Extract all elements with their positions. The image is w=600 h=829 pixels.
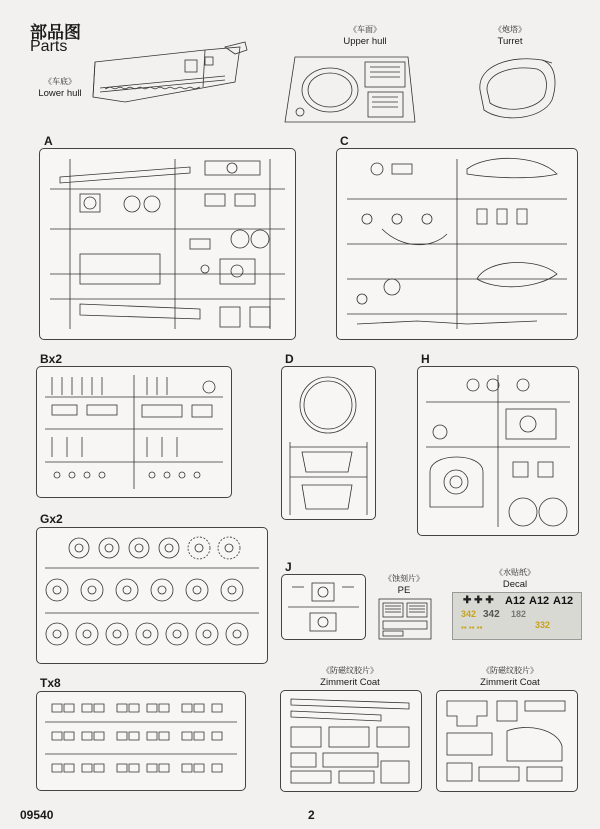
caption-upper-hull xyxy=(325,24,405,48)
turret-drawing xyxy=(472,55,557,125)
zimmerit-sheet-1 xyxy=(280,690,422,792)
caption-turret-cn: 《炮塔》 xyxy=(494,25,526,34)
sprue-c xyxy=(336,148,578,340)
section-label-a: A xyxy=(44,134,53,148)
decal-number-1: 342 xyxy=(461,609,477,619)
section-label-d: D xyxy=(285,352,294,366)
section-label-c: C xyxy=(340,134,349,148)
caption-lower-hull-cn: 《车底》 xyxy=(44,77,76,86)
upper-hull-drawing xyxy=(280,52,420,127)
caption-decal-cn: 《水贴纸》 xyxy=(495,568,535,577)
sprue-b xyxy=(36,366,232,498)
caption-lower-hull xyxy=(30,76,90,100)
page-number: 2 xyxy=(308,808,315,822)
caption-zimmerit-1-cn: 《防磁纹胶片》 xyxy=(322,666,378,675)
page-title-en: Parts xyxy=(30,38,68,55)
sprue-a-parts xyxy=(40,149,295,339)
sprue-h-parts xyxy=(418,367,578,535)
decal-sheet xyxy=(452,592,582,640)
decal-a12-1: A12 xyxy=(505,595,526,607)
caption-upper-hull-en: Upper hull xyxy=(343,36,387,47)
caption-turret-en: Turret xyxy=(497,36,523,47)
decal-a12-3: A12 xyxy=(553,595,574,607)
zimmerit-sheet-1-parts xyxy=(281,691,421,791)
section-label-t: Tx8 xyxy=(40,676,61,690)
caption-lower-hull-en: Lower hull xyxy=(38,88,82,99)
sprue-d-parts xyxy=(282,367,375,519)
caption-zimmerit-2-en: Zimmerit Coat xyxy=(480,677,540,688)
sprue-d xyxy=(281,366,376,520)
decal-small-icons: ▪▪ ▪▪ ▪▪ xyxy=(461,623,483,632)
caption-zimmerit-1-en: Zimmerit Coat xyxy=(320,677,380,688)
sprue-g-wheels xyxy=(37,528,267,663)
sprue-c-parts xyxy=(337,149,577,339)
sprue-j-parts xyxy=(282,575,365,639)
sprue-t-track-links xyxy=(37,692,245,790)
caption-zimmerit-1 xyxy=(300,665,400,689)
zimmerit-sheet-2-parts xyxy=(437,691,577,791)
section-label-b: Bx2 xyxy=(40,352,63,366)
page-title-cn: 部品图 xyxy=(30,23,81,42)
section-label-j: J xyxy=(285,560,292,574)
lower-hull-drawing xyxy=(85,42,250,107)
section-label-g: Gx2 xyxy=(40,512,63,526)
caption-upper-hull-cn: 《车面》 xyxy=(349,25,381,34)
decal-number-4: 332 xyxy=(535,620,551,630)
zimmerit-sheet-2 xyxy=(436,690,578,792)
caption-pe xyxy=(375,573,433,597)
caption-pe-en: PE xyxy=(397,585,411,596)
sprue-g xyxy=(36,527,268,664)
caption-pe-cn: 《蚀刻片》 xyxy=(384,574,424,583)
decal-number-2: 342 xyxy=(483,609,500,620)
sprue-t xyxy=(36,691,246,791)
caption-zimmerit-2 xyxy=(460,665,560,689)
caption-decal-en: Decal xyxy=(502,579,528,590)
product-code: 09540 xyxy=(20,808,54,822)
sprue-b-parts xyxy=(37,367,231,497)
decal-cross-icon: ✚ ✚ ✚ xyxy=(463,595,494,606)
sprue-a xyxy=(39,148,296,340)
sprue-h xyxy=(417,366,579,536)
sprue-j xyxy=(281,574,366,640)
section-label-h: H xyxy=(421,352,430,366)
caption-decal xyxy=(485,567,545,591)
decal-number-3: 182 xyxy=(511,609,527,619)
caption-zimmerit-2-cn: 《防磁纹胶片》 xyxy=(482,666,538,675)
caption-turret xyxy=(480,24,540,48)
decal-a12-2: A12 xyxy=(529,595,550,607)
pe-fret-drawing xyxy=(378,598,432,640)
